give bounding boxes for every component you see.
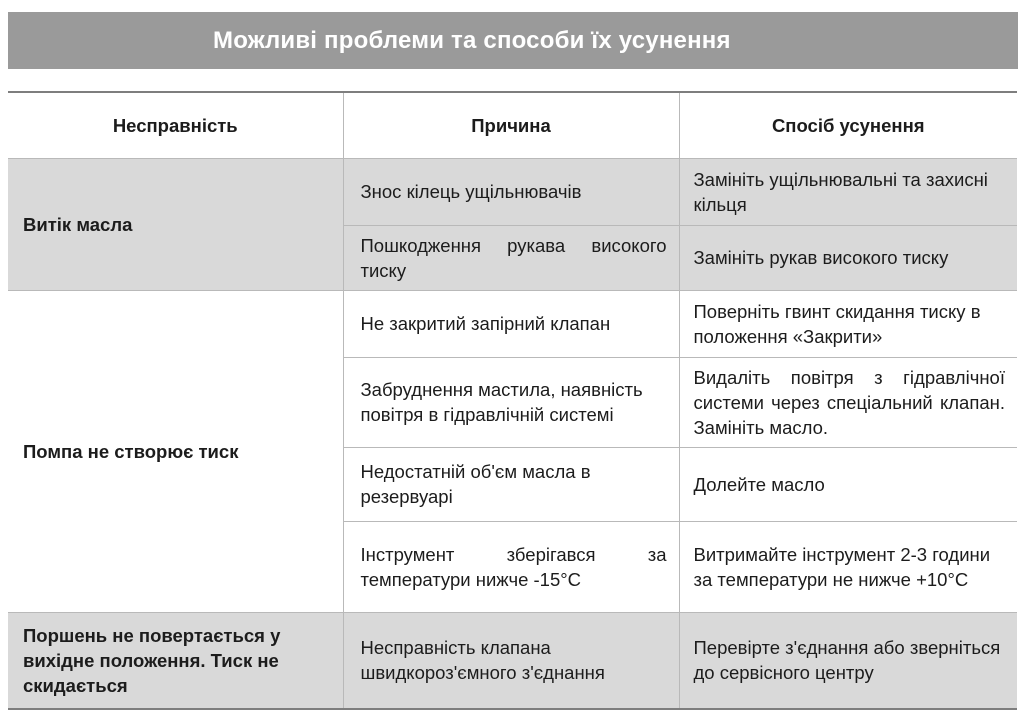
cause-cell: Пошкодження рукава високого тиску [343,225,679,290]
cause-cell: Недостатній об'єм масла в резервуарі [343,447,679,521]
cause-cell: Не закритий запірний клапан [343,290,679,357]
fault-cell: Поршень не повертається у вихідне положення. Тиск не скидається [8,612,343,709]
table-row [8,158,1017,225]
fix-cell: Замініть ущільнювальні та захисні кільця [679,158,1017,225]
fix-cell: Витримайте інструмент 2-3 години за температури не нижче +10°C [679,521,1017,612]
table-header-row [8,92,1017,158]
fix-cell: Видаліть повітря з гідравлічної системи через спеціальний клапан. Замініть масло. [679,357,1017,447]
fault-cell: Помпа не створює тиск [8,290,343,612]
cause-cell: Забруднення мастила, наявність повітря в гідравлічній системі [343,357,679,447]
fault-cell: Витік масла [8,158,343,290]
fix-cell: Перевірте з'єднання або зверніться до сервісного центру [679,612,1017,709]
fix-cell: Замініть рукав високого тиску [679,225,1017,290]
table-row [8,612,1017,709]
table-row [8,290,1017,357]
cause-cell: Несправність клапана швидкороз'ємного з'єднання [343,612,679,709]
troubleshooting-table [8,91,1017,710]
column-header-fix: Спосіб усунення [679,92,1017,158]
fix-cell: Долейте масло [679,447,1017,521]
cause-cell: Знос кілець ущільнювачів [343,158,679,225]
cause-cell: Інструмент зберігався за температури нижче -15°C [343,521,679,612]
column-header-fault: Несправність [8,92,343,158]
fix-cell: Поверніть гвинт скидання тиску в положення «Закрити» [679,290,1017,357]
column-header-cause: Причина [343,92,679,158]
page-title: Можливі проблеми та способи їх усунення [8,12,1018,69]
